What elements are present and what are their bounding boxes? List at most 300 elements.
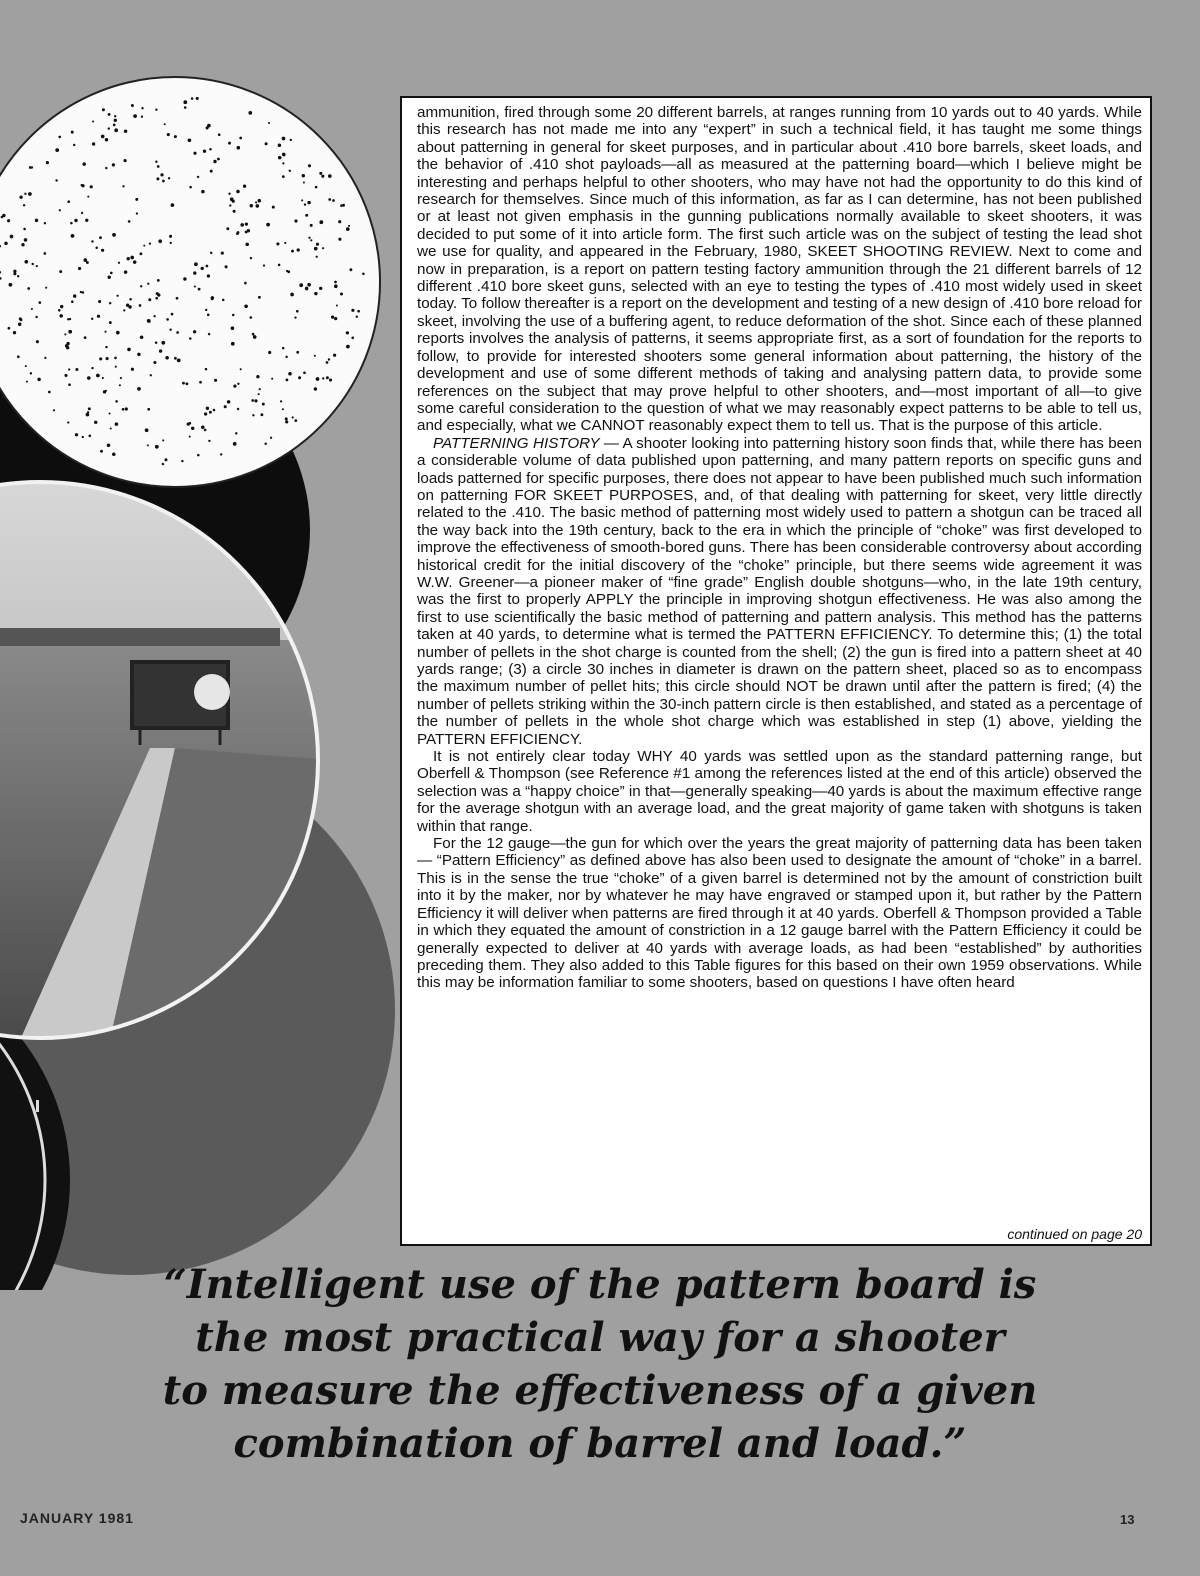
pellet-hit xyxy=(162,180,165,183)
pull-quote-line-3: to measure the effectiveness of a given xyxy=(162,1367,1038,1414)
pellet-hit xyxy=(91,318,93,320)
pellet-hit xyxy=(210,170,213,173)
pellet-hit xyxy=(122,408,125,411)
pellet-hit xyxy=(162,439,164,441)
pellet-hit xyxy=(119,384,121,386)
pellet-hit xyxy=(240,368,242,370)
pellet-hit xyxy=(112,163,115,166)
pellet-hit xyxy=(342,204,345,207)
pellet-hit xyxy=(124,129,127,132)
pellet-hit xyxy=(185,382,188,385)
pellet-hit xyxy=(17,355,20,358)
pellet-hit xyxy=(75,433,78,436)
pellet-hit xyxy=(304,203,306,205)
pellet-hit xyxy=(208,440,210,442)
pellet-hit xyxy=(101,249,104,252)
pellet-hit xyxy=(203,150,206,153)
pellet-hit xyxy=(30,372,32,374)
pellet-hit xyxy=(303,181,305,183)
pellet-hit xyxy=(316,377,320,381)
pellet-hit xyxy=(262,403,265,406)
pellet-hit xyxy=(98,300,101,303)
article-paragraph-1: ammunition, fired through some 20 different barrels, at ranges running from 10 yards out to 40 yards. While this research has not made me into any “expert” in such a technical field, it has taught me some things about patterning in general for skeet purposes, and in particular about .410 bore barrels, skeet loads, and the behavior of .410 shot payloads—all as measured at the patterning board—which I believe might be interesting and perhaps helpful to other shooters, who may have not had the opportunity to do this kind of research for themselves. Since much of this information, as far as I can determine, has not been published or at least not given emphasis in the gunning publications normally available to skeet shooters, it was decided to put some of it into article form. The first such article was on the subject of testing the lead shot we use for quality, and appeared in the February, 1980, SKEET SHOOTING REVIEW. Next to come and now in preparation, is a report on pattern testing factory ammunition through the 21 different barrels of 12 different .410 bore skeet guns, selected with an eye to testing the types of .410 most widely used in skeet today. To follow thereafter is a report on the development and testing of a new design of .410 bore reload for skeet, involving the use of a buffering agent, to reduce deformation of the shot. Since each of these planned reports involves the analysis of patterns, it seems appropriate first, as a sort of foundation for the reports to follow, to provide for interested shooters some general information about patterning, the history of the development and use of some different methods of taking and analysing pattern data, to provide some references on the subject that may prove helpful to other shooters, and—most important of all—to give some careful consideration to the question of what we may reasonably expect patterns to be able to tell us, and especially, what we CANNOT reasonably expect them to tell us. That is the purpose of this article. xyxy=(417,104,1142,435)
pellet-hit xyxy=(245,243,249,247)
pellet-hit xyxy=(69,318,71,320)
pellet-hit xyxy=(155,109,157,111)
pellet-hit xyxy=(252,333,255,336)
pellet-hit xyxy=(129,298,132,301)
pellet-hit xyxy=(109,302,111,304)
pellet-hit xyxy=(276,242,279,245)
pellet-hit xyxy=(140,285,142,287)
pellet-hit xyxy=(78,267,81,270)
pellet-hit xyxy=(155,445,159,449)
pellet-hit xyxy=(357,310,360,313)
pellet-hit xyxy=(207,274,210,277)
pellet-hit xyxy=(8,327,11,330)
pellet-hit xyxy=(171,203,175,207)
pellet-hit xyxy=(282,408,284,410)
pellet-hit xyxy=(338,220,341,223)
pellet-hit xyxy=(21,243,24,246)
pellet-hit xyxy=(141,116,143,118)
pellet-hit xyxy=(272,206,275,209)
pellet-hit xyxy=(115,422,119,426)
pellet-hit xyxy=(157,293,160,296)
pellet-hit xyxy=(278,156,282,160)
pellet-hit xyxy=(259,388,261,390)
pellet-hit xyxy=(294,316,296,318)
pellet-hit xyxy=(229,204,231,206)
pellet-hit xyxy=(136,212,138,214)
pellet-hit xyxy=(36,340,39,343)
pellet-hit xyxy=(64,333,66,335)
pellet-hit xyxy=(191,97,194,100)
pellet-hit xyxy=(332,199,335,202)
pellet-hit xyxy=(143,245,145,247)
pellet-hit xyxy=(105,167,107,169)
pellet-hit xyxy=(67,200,70,203)
pellet-hit xyxy=(124,159,127,162)
pellet-hit xyxy=(334,281,337,284)
pellet-hit xyxy=(35,219,38,222)
pellet-hit xyxy=(115,366,117,368)
pellet-hit xyxy=(155,161,157,163)
pellet-hit xyxy=(112,452,116,456)
pellet-hit xyxy=(75,368,78,371)
pellet-hit xyxy=(197,454,200,457)
pellet-hit xyxy=(194,262,198,266)
pellet-hit xyxy=(31,166,33,168)
pellet-hit xyxy=(137,353,140,356)
pellet-hit xyxy=(198,288,201,291)
pellet-hit xyxy=(209,411,212,414)
pellet-hit xyxy=(296,310,299,313)
pellet-hit xyxy=(28,192,32,196)
pellet-hit xyxy=(114,128,118,132)
pellet-hit xyxy=(64,374,67,377)
pellet-hit xyxy=(243,185,246,188)
pellet-hit xyxy=(55,179,57,181)
pellet-hit xyxy=(95,246,98,249)
pellet-hit xyxy=(158,239,162,243)
pellet-hit xyxy=(110,272,113,275)
pellet-hit xyxy=(285,417,288,420)
pellet-hit xyxy=(233,210,236,213)
pellet-hit xyxy=(298,376,301,379)
pellet-hit xyxy=(83,258,87,262)
pellet-hit xyxy=(13,272,16,275)
pellet-hit xyxy=(4,242,7,245)
pellet-hit xyxy=(326,376,329,379)
pellet-hit xyxy=(169,329,171,331)
pellet-hit xyxy=(237,383,239,385)
pellet-hit xyxy=(206,407,209,410)
pellet-hit xyxy=(44,222,46,224)
pellet-hit xyxy=(153,315,155,317)
pellet-hit xyxy=(227,400,231,404)
pellet-hit xyxy=(282,347,285,350)
pellet-hit xyxy=(235,432,237,434)
pattern-sheet-circle xyxy=(0,77,380,487)
pellet-hit xyxy=(167,133,170,136)
pellet-hit xyxy=(160,173,163,176)
pellet-hit xyxy=(24,238,28,242)
pellet-hit xyxy=(105,390,107,392)
pellet-hit xyxy=(303,371,306,374)
pellet-hit xyxy=(106,357,109,360)
issue-date: JANUARY 1981 xyxy=(20,1510,134,1526)
pellet-hit xyxy=(45,287,47,289)
pellet-hit xyxy=(290,293,294,297)
pellet-hit xyxy=(193,271,196,274)
pellet-hit xyxy=(155,341,158,344)
pellet-hit xyxy=(59,314,63,318)
pellet-hit xyxy=(294,219,297,222)
pellet-hit xyxy=(282,162,284,164)
pellet-hit xyxy=(147,283,149,285)
pellet-hit xyxy=(70,222,73,225)
pellet-hit xyxy=(87,376,91,380)
pellet-hit xyxy=(250,204,253,207)
pellet-hit xyxy=(288,372,292,376)
pellet-hit xyxy=(145,428,149,432)
pellet-hit xyxy=(193,152,196,155)
pellet-hit xyxy=(7,219,10,222)
pellet-hit xyxy=(53,409,55,411)
pellet-hit xyxy=(201,267,204,270)
pellet-hit xyxy=(99,236,102,239)
pellet-hit xyxy=(222,299,225,302)
pellet-hit xyxy=(231,326,235,330)
pellet-hit xyxy=(249,316,252,319)
pellet-hit xyxy=(94,421,97,424)
pellet-hit xyxy=(191,427,194,430)
pellet-hit xyxy=(59,209,61,211)
pellet-hit xyxy=(316,243,319,246)
pellet-hit xyxy=(232,200,235,203)
pellet-hit xyxy=(26,381,28,383)
pellet-hit xyxy=(308,164,311,167)
pellet-hit xyxy=(284,242,286,244)
pellet-hit xyxy=(130,256,134,260)
pellet-hit xyxy=(118,262,120,264)
pellet-hit xyxy=(87,196,89,198)
pellet-hit xyxy=(263,264,265,266)
pellet-hit xyxy=(268,122,270,124)
pellet-hit xyxy=(224,405,227,408)
pellet-hit xyxy=(196,97,199,100)
pellet-hit xyxy=(264,443,266,445)
pellet-hit xyxy=(123,309,125,311)
pellet-hit xyxy=(133,260,137,264)
pellet-hit xyxy=(319,287,322,290)
pellet-hit xyxy=(68,330,72,334)
pellet-hit xyxy=(244,304,248,308)
pellet-hit xyxy=(122,185,124,187)
pellet-hit xyxy=(171,313,174,316)
pellet-hit xyxy=(25,365,27,367)
pellet-hit xyxy=(147,319,151,323)
pellet-hit xyxy=(58,136,61,139)
pellet-hit xyxy=(362,273,365,276)
pellet-hit xyxy=(213,409,216,412)
pellet-hit xyxy=(252,414,254,416)
pellet-hit xyxy=(147,444,149,446)
pellet-hit xyxy=(19,196,22,199)
pellet-hit xyxy=(170,242,172,244)
pellet-hit xyxy=(254,399,257,402)
pellet-hit xyxy=(58,309,61,312)
pellet-hit xyxy=(141,107,143,109)
pellet-hit xyxy=(237,146,241,150)
pellet-hit xyxy=(266,223,270,227)
pellet-hit xyxy=(105,138,108,141)
pellet-hit xyxy=(97,315,100,318)
pellet-hit xyxy=(314,247,318,251)
pellet-hit xyxy=(301,199,303,201)
pellet-hit xyxy=(60,305,63,308)
pellet-hit xyxy=(73,294,76,297)
pellet-hit xyxy=(177,359,181,363)
pellet-hit xyxy=(189,337,192,340)
pellet-hit xyxy=(211,298,214,301)
pellet-hit xyxy=(181,460,183,462)
pellet-hit xyxy=(244,282,247,285)
pellet-hit xyxy=(328,174,332,178)
pellet-hit xyxy=(157,279,160,282)
pellet-hit xyxy=(255,201,257,203)
pellet-hit xyxy=(169,235,172,238)
pellet-hit xyxy=(213,160,216,163)
pellet-hit xyxy=(268,351,271,354)
continued-note: continued on page 20 xyxy=(1007,1226,1142,1242)
pellet-hit xyxy=(113,124,116,127)
pellet-hit xyxy=(294,419,297,422)
pellet-hit xyxy=(331,315,334,318)
pellet-hit xyxy=(220,453,222,455)
pellet-hit xyxy=(189,422,192,425)
pellet-hit xyxy=(282,153,285,156)
article-paragraph-2-text: A shooter looking into patterning history soon finds that, while there has been a considerable volume of data published upon patterning, and many pattern reports on specific guns and loads patterned for specific purposes, there does not appear to have been published much such information on patterning FOR SKEET PURPOSES, and, of that dealing with patterning for skeet, very little directly related to the .410. The basic method of patterning most widely used to pattern a shotgun can be traced all the way back into the 19th century, back to the era in which the principle of “choke” was first developed to improve the effectiveness of smooth-bored guns. There has been considerable controversy about according historical credit for the initial discovery of the “choke” principle, but there seems wide agreement it was W.W. Greener—a pioneer maker of “fine grade” English double shotguns—who, in the late 19th century, was the first to properly APPLY the principle in improving shotgun effectiveness. He was also among the first to use scientifically the basic method of patterning and pattern analysis. This method has the patterns taken at 40 yards, to determine what is termed the PATTERN EFFICIENCY. To determine this; (1) the total number of pellets in the shot charge is counted from the shell; (2) the gun is fired into a pattern sheet at 40 yards range; (3) a circle 30 inches in diameter is drawn on the pattern sheet, placed so as to encompass the maximum number of pellet hits; this circle should NOT be drawn until after the pattern is fired; (4) the number of pellets striking within the 30-inch pattern circle is then established, and stated as a percentage of the number of pellets in the whole shot charge which was established in step (1) above, yielding the PATTERN EFFICIENCY. xyxy=(417,434,1142,748)
pellet-hit xyxy=(256,375,259,378)
pellet-hit xyxy=(125,407,128,410)
pellet-hit xyxy=(36,265,38,267)
pellet-hit xyxy=(161,341,165,345)
pellet-hit xyxy=(68,368,70,370)
pellet-hit xyxy=(88,407,91,410)
pellet-hit xyxy=(321,175,324,178)
pellet-hit xyxy=(176,297,179,300)
pellet-hit xyxy=(314,292,317,295)
pellet-hit xyxy=(19,317,22,320)
pellet-hit xyxy=(221,252,224,255)
pellet-hit xyxy=(206,265,209,268)
pellet-hit xyxy=(340,292,343,295)
pellet-hit xyxy=(197,176,199,178)
pellet-hit xyxy=(100,450,103,453)
pellet-hit xyxy=(260,413,263,416)
pellet-hit xyxy=(346,227,350,231)
pellet-hit xyxy=(101,135,105,139)
pellet-hit xyxy=(305,214,308,217)
pellet-hit xyxy=(334,317,337,320)
pellet-hit xyxy=(334,284,338,288)
pellet-hit xyxy=(328,358,330,360)
pellet-hit xyxy=(114,115,116,117)
pellet-hit xyxy=(351,309,354,312)
pellet-hit xyxy=(183,277,186,280)
pellet-hit xyxy=(66,342,69,345)
article-text-box xyxy=(400,96,1152,1246)
pellet-hit xyxy=(108,127,110,129)
pellet-hit xyxy=(127,257,130,260)
pellet-hit xyxy=(150,374,152,376)
pellet-hit xyxy=(348,225,350,227)
pellet-hit xyxy=(305,287,309,291)
pellet-hit xyxy=(110,427,112,429)
pellet-hit xyxy=(280,400,282,402)
pellet-hit xyxy=(291,250,294,253)
pellet-hit xyxy=(201,190,205,194)
pellet-hit xyxy=(139,304,142,307)
pellet-hit xyxy=(270,437,272,439)
pellet-hit xyxy=(271,378,273,380)
pellet-hit xyxy=(314,387,317,390)
pellet-hit xyxy=(356,315,358,317)
pellet-hit xyxy=(164,458,167,461)
pellet-hit xyxy=(315,186,318,189)
pellet-hit xyxy=(282,175,285,178)
pellet-hit xyxy=(162,463,164,465)
pellet-hit xyxy=(217,158,220,161)
pellet-hit xyxy=(258,393,260,395)
pellet-hit xyxy=(194,285,196,287)
pellet-hit xyxy=(81,291,84,294)
pellet-hit xyxy=(329,378,332,381)
pellet-hit xyxy=(205,309,207,311)
pellet-hit xyxy=(286,379,289,382)
pellet-hit xyxy=(164,123,166,125)
pellet-hit xyxy=(322,247,324,249)
pellet-hit xyxy=(204,429,207,432)
pellet-hit xyxy=(333,354,336,357)
pellet-hit xyxy=(237,231,240,234)
pellet-hit xyxy=(102,377,104,379)
pellet-hit xyxy=(253,335,257,339)
pellet-hit xyxy=(233,384,236,387)
pellet-hit xyxy=(71,234,75,238)
pellet-hit xyxy=(148,298,151,301)
pellet-hit xyxy=(338,238,341,241)
pellet-hit xyxy=(55,148,59,152)
pellet-hit xyxy=(1,216,4,219)
pellet-hit xyxy=(135,198,138,201)
pellet-hit xyxy=(248,111,252,115)
pellet-hit xyxy=(128,305,131,308)
pellet-hit xyxy=(346,345,350,349)
pellet-hit xyxy=(209,148,212,151)
pellet-hit xyxy=(108,113,111,116)
pellet-hit xyxy=(228,193,230,195)
pellet-hit xyxy=(68,383,71,386)
pellet-hit xyxy=(131,104,134,107)
pellet-hit xyxy=(245,222,248,225)
pellet-hit xyxy=(82,162,85,165)
pellet-hit xyxy=(37,378,41,382)
pellet-hit xyxy=(188,138,192,142)
pellet-hit xyxy=(292,416,294,418)
pellet-hit xyxy=(23,204,25,206)
pellet-hit xyxy=(90,185,93,188)
pellet-hit xyxy=(156,177,159,180)
pellet-hit xyxy=(316,256,318,258)
pellet-hit xyxy=(290,139,292,141)
pellet-hit xyxy=(108,276,111,279)
pellet-hit xyxy=(157,165,160,168)
pellet-hit xyxy=(96,374,100,378)
pellet-hit xyxy=(168,177,170,179)
pellet-hit xyxy=(140,336,144,340)
pellet-hit xyxy=(81,212,83,214)
pellet-hit xyxy=(115,400,118,403)
pellet-hit xyxy=(208,333,210,335)
pellet-hit xyxy=(285,420,288,423)
pellet-hit xyxy=(128,220,131,223)
article-paragraph-4: For the 12 gauge—the gun for which over the years the great majority of patterning data has been taken— “Pattern Efficiency” as defined above has also been used to designate the amount of “choke” in a barrel. This is in the sense the true “choke” of a given barrel is determined not by the amount of constriction built into it by the maker, nor by whatever he may have engraved or stamped upon it, but rather by the Pattern Efficiency it will deliver when patterns are fired through it at 40 yards. Oberfell & Thompson provided a Table in which they equated the amount of constriction in a 12 gauge barrel with the Pattern Efficiency it could be generally expected to deliver at 40 yards with average loads, as had been “established” by authorities preceding them. They also added to this Table figures for this based on their own 1959 observations. While this may be information familiar to some shooters, based on questions I have often heard xyxy=(417,835,1142,992)
pellet-hit xyxy=(38,301,41,304)
pellet-hit xyxy=(108,412,110,414)
pellet-hit xyxy=(114,357,117,360)
pellet-hit xyxy=(287,270,290,273)
pellet-hit xyxy=(255,204,259,208)
pull-quote-line-1: “Intelligent use of the pattern board is xyxy=(163,1261,1037,1308)
pellet-hit xyxy=(206,126,209,129)
pellet-hit xyxy=(205,368,208,371)
pellet-hit xyxy=(310,224,313,227)
article-paragraph-3: It is not entirely clear today WHY 40 yards was settled upon as the standard patterning range, but Oberfell & Thompson (see Reference #1 among the references listed at the end of this article) observed the selection was a “happy choice” in that—generally speaking—40 yards is about the maximum effective range for the average shotgun with an average load, and the great majority of game taken with shotguns is taken within that range. xyxy=(417,748,1142,835)
pellet-hit xyxy=(237,408,239,410)
pellet-hit xyxy=(296,351,299,354)
pellet-hit xyxy=(159,349,162,352)
pellet-hit xyxy=(43,252,46,255)
pellet-hit xyxy=(107,444,111,448)
pellet-hit xyxy=(165,356,169,360)
pellet-hit xyxy=(116,331,120,335)
pellet-hit xyxy=(88,434,91,437)
pellet-hit xyxy=(310,239,312,241)
pellet-hit xyxy=(278,264,281,267)
